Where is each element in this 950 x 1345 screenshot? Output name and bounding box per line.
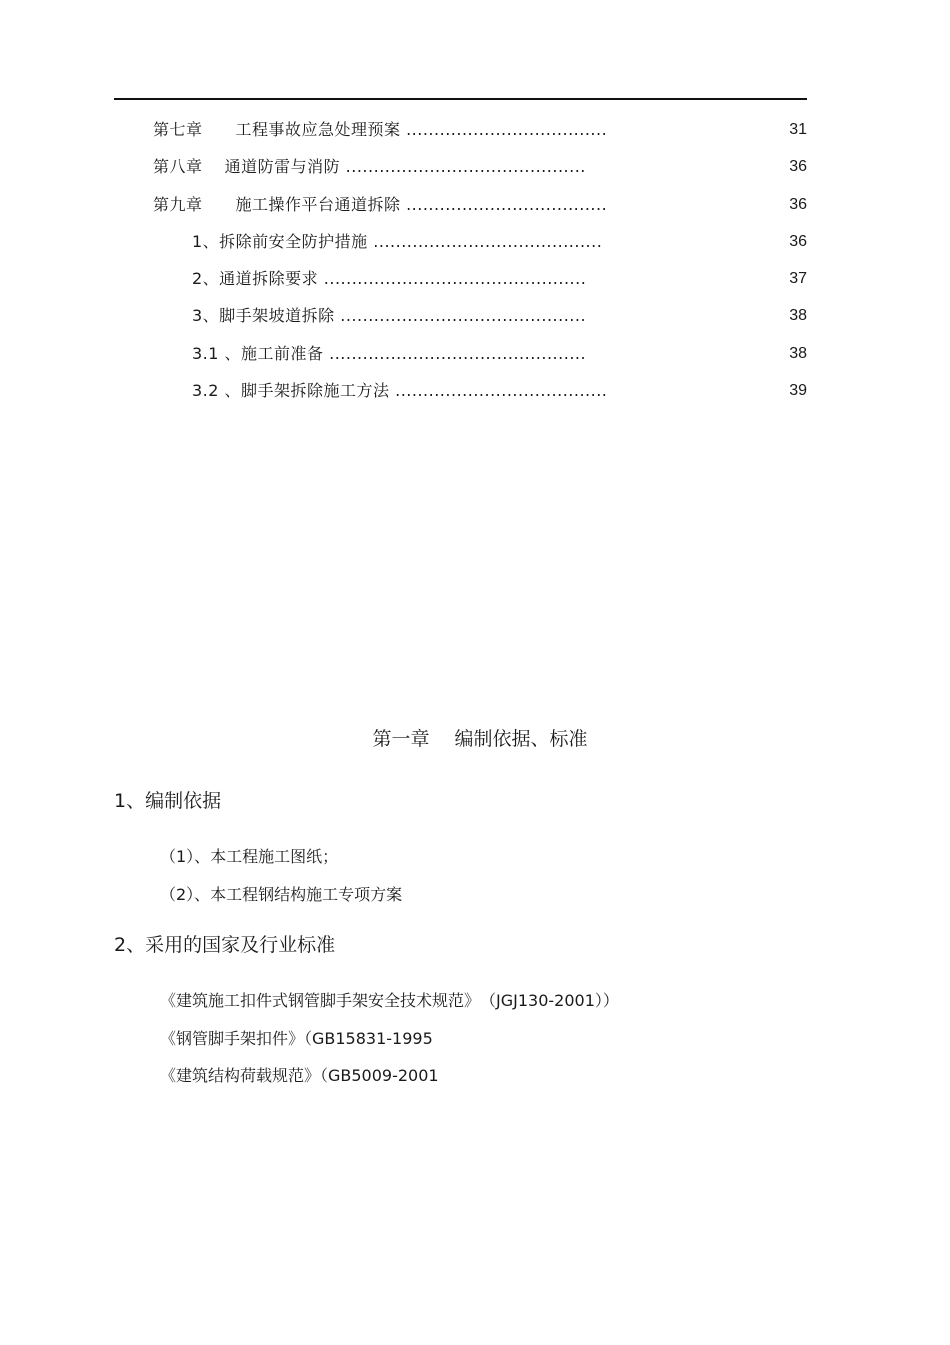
header-rule [114, 98, 807, 100]
toc-entry-section-3[interactable] [192, 304, 807, 328]
toc-entry-label: 3、脚手架坡道拆除 ............................................ [192, 306, 587, 325]
toc-entry-page: 38 [789, 345, 807, 362]
standard-line-1: 《建筑施工扣件式钢管脚手架安全技术规范》 （JGJ130-2001）） [160, 991, 619, 1010]
toc-entry-chapter-7[interactable] [153, 118, 807, 142]
toc-entry-page: 36 [789, 233, 807, 250]
toc-entry-page: 31 [789, 121, 807, 138]
toc-entry-page: 39 [789, 382, 807, 399]
toc-entry-label: 3.1 、施工前准备 .............................................. [192, 344, 587, 363]
toc-entry-label: 第九章 施工操作平台通道拆除 .................................... [153, 195, 608, 214]
chapter-title: 第一章 编制依据、标准 [372, 728, 588, 750]
toc-entry-label: 第七章 工程事故应急处理预案 .................................... [153, 120, 608, 139]
section-heading-basis: 1、编制依据 [114, 790, 222, 812]
toc-entry-section-3-1[interactable] [192, 342, 807, 366]
basis-line-1: （1）、本工程施工图纸； [160, 847, 339, 866]
toc-entry-section-2[interactable] [192, 267, 807, 291]
toc-entry-label: 第八章 通道防雷与消防 ........................................... [153, 157, 586, 176]
toc-entry-label: 2、通道拆除要求 ............................................... [192, 269, 587, 288]
toc-entry-label: 3.2 、脚手架拆除施工方法 ...................................... [192, 381, 608, 400]
toc-entry-page: 36 [789, 158, 807, 175]
standard-line-3: 《建筑结构荷载规范》（GB5009-2001 [160, 1066, 439, 1085]
toc-entry-page: 38 [789, 307, 807, 324]
toc-entry-section-3-2[interactable] [192, 379, 807, 403]
toc-entry-chapter-9[interactable] [153, 193, 807, 217]
toc-entry-section-1[interactable] [192, 230, 807, 254]
toc-entry-chapter-8[interactable] [153, 155, 807, 179]
standard-line-2: 《钢管脚手架扣件》（GB15831-1995 [160, 1029, 433, 1048]
basis-line-2: （2）、本工程钢结构施工专项方案 [160, 885, 403, 904]
toc-entry-label: 1、拆除前安全防护措施 ......................................... [192, 232, 603, 251]
toc-entry-page: 37 [789, 270, 807, 287]
section-heading-standards: 2、采用的国家及行业标准 [114, 934, 336, 956]
toc-entry-page: 36 [789, 196, 807, 213]
